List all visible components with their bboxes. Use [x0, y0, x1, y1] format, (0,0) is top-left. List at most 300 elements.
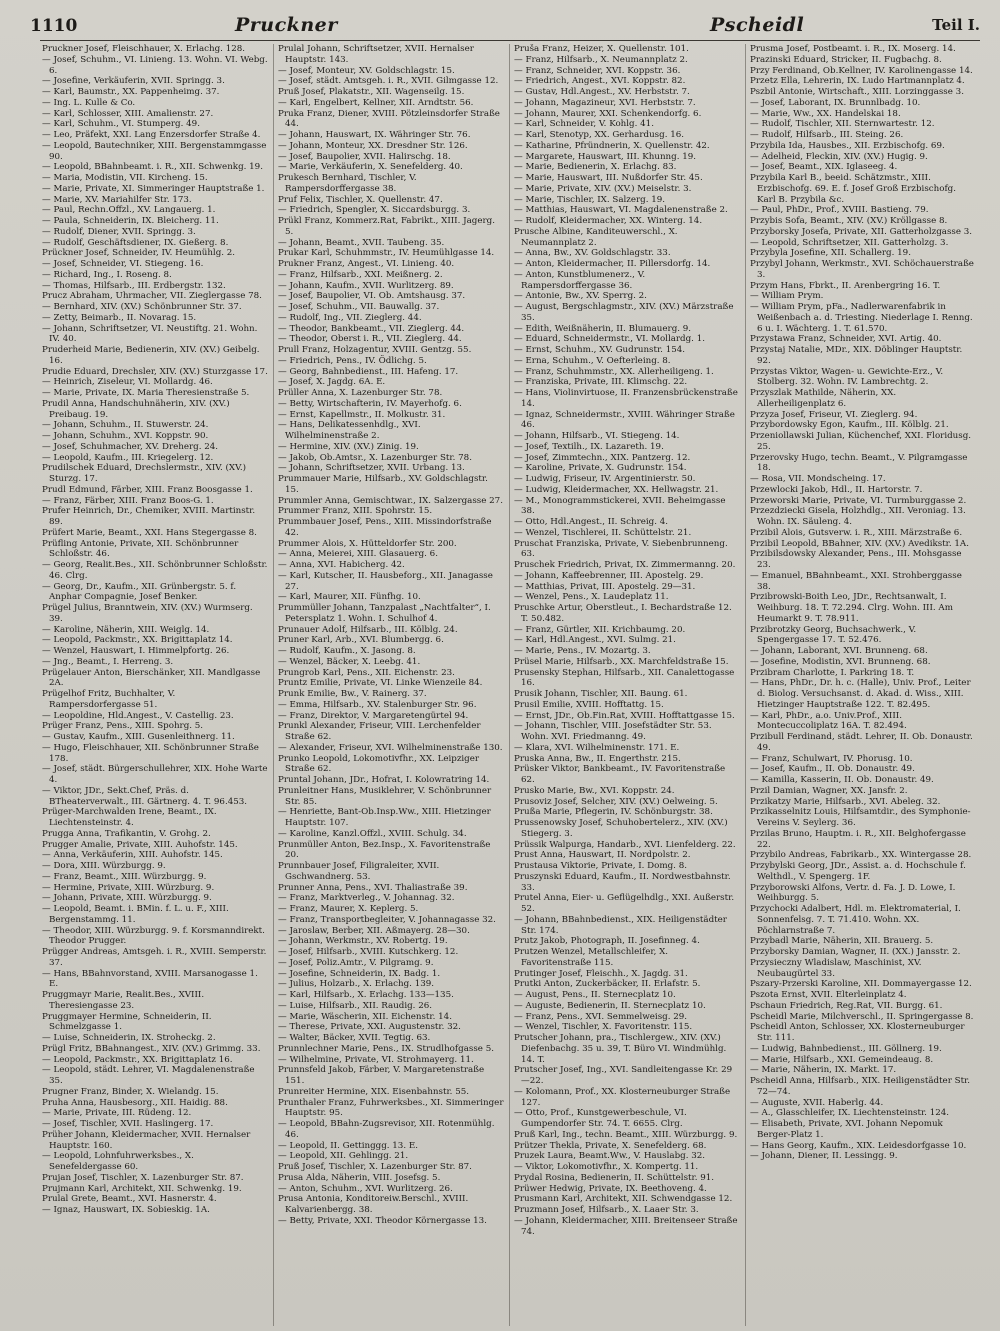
directory-entry: — Marie, Verkäuferin, X. Senefelderg. 40.: [278, 162, 463, 173]
directory-entry: Przibil Leopold, BBahner, XIV. (XV.) Avedikstr. 1A.: [750, 538, 969, 549]
directory-entry: — Rudolf, Kaufm., X. Jasong. 8.: [278, 646, 416, 656]
directory-entry: Prunmüller Anton, Bez.Insp., X. Favoritenstraße 20.: [278, 839, 491, 861]
directory-entry: — Auguste, Bedienerin, II. Sternecplatz 10.: [514, 1000, 706, 1011]
directory-entry: — Wenzel, Hauswart, I. Himmelpfortg. 26.: [42, 646, 230, 656]
directory-entry: Prufer Heinrich, Dr., Chemiker, XVIII. Martinstr. 89.: [42, 506, 256, 527]
directory-entry: — Johann, Kleidermacher, XIII. Breitenseer Straße 74.: [514, 1215, 738, 1237]
directory-entry: Prunkl Alexander, Friseur, VIII. Lerchenfelder Straße 62.: [278, 721, 481, 742]
directory-entry: Pruß Josef, Tischler, X. Lazenburger Str. 87.: [278, 1162, 472, 1172]
directory-entry: Prunner Anna, Pens., XVI. Thaliastraße 39.: [278, 882, 468, 893]
directory-entry: — Ernst, Kapellmstr., II. Molkustr. 31.: [278, 409, 446, 420]
directory-entry: Przerovsky Hugo, techn. Beamt., V. Pilgramgasse 18.: [750, 452, 968, 474]
column-2: [278, 44, 504, 1326]
directory-entry: — Leopold, Kaufm., III. Kriegelerg. 12.: [42, 452, 214, 463]
directory-entry: — Karl, Hdl.Angest., XVI. Sulmg. 21.: [514, 635, 676, 646]
directory-entry: Przil Damian, Wagner, XX. Jansfr. 2.: [750, 785, 908, 796]
directory-entry: — Franz, Transportbegleiter, V. Johannagasse 32.: [278, 914, 496, 925]
directory-entry: Prügger Andreas, Amtsgeh. i. R., XVIII. Semperstr. 37.: [42, 947, 267, 968]
directory-entry: — Antonie, Bw., XV. Sperrg. 2.: [514, 291, 647, 302]
directory-entry: Prusmann Karl, Architekt, XII. Schwendgasse 12.: [514, 1194, 733, 1205]
directory-entry: — Luise, Schneiderin, IX. Stroheckg. 2.: [42, 1033, 216, 1043]
directory-entry: Pruska Anna, Bw., II. Engerthstr. 215.: [514, 753, 681, 764]
directory-entry: Pruschat Franziska, Private, V. Siebenbrunneng. 63.: [514, 538, 728, 560]
directory-entry: — Anton, Kunstblumenerz., V. Rampersdorffergasse 36.: [514, 269, 646, 291]
column-divider: [745, 44, 746, 1326]
directory-entry: — Marie, Private, IX. Maria Theresienstraße 5.: [42, 388, 250, 398]
directory-entry: Przybis Sofa, Beamt., XIV. (XV.) Kröllgasse 8.: [750, 216, 948, 226]
directory-entry: — Dora, XIII. Würzburgg. 9.: [42, 861, 166, 871]
directory-entry: — Rudolf, Tischler, XII. Sternwartestr. 12.: [750, 119, 935, 130]
directory-entry: Pruzek Laura, Beamt.Ww., V. Hauslabg. 32.: [514, 1151, 706, 1162]
directory-entry: — Leopold, Packmstr., XX. Brigittaplatz 16.: [42, 1054, 233, 1065]
directory-entry: Prüger-Marchwalden Irene, Beamt., IX. Liechtensteinstr. 4.: [42, 807, 217, 828]
directory-entry: Prüwer Hedwig, Private, IX. Beethoveng. 4.: [514, 1183, 707, 1194]
directory-entry: Prulal Johann, Schriftsetzer, XVII. Hernalser Hauptstr. 143.: [278, 44, 474, 65]
directory-entry: Pruha Anna, Hausbesorg., XII. Haidig. 88.: [42, 1097, 228, 1108]
directory-entry: — Franz, Direktor, V. Margaretengürtel 94.: [278, 710, 469, 721]
directory-entry: — Luise, Hilfsarb., XII. Raudig. 26.: [278, 1000, 433, 1011]
directory-entry: Prüsker Viktor, Bankbeamt., IV. Favoritenstraße 62.: [514, 764, 726, 785]
directory-entry: Prummler Anna, Gemischtwar., IX. Salzergasse 27.: [278, 495, 503, 506]
directory-entry: — Marie, Näherin, IX. Markt. 17.: [750, 1065, 897, 1076]
directory-entry: — Leopold, II. Gettinggg. 13. E.: [278, 1140, 418, 1151]
directory-entry: — Karl, Kutscher, II. Hausbeforg., XII. Janagasse 27.: [278, 570, 493, 592]
directory-entry: — Anna, Bw., XV. Goldschlagstr. 33.: [514, 248, 671, 259]
directory-entry: Przikatzy Marie, Hilfsarb., XVI. Abeleg. 32.: [750, 796, 941, 807]
directory-entry: Prusensky Stephan, Hilfsarb., XII. Canalettogasse 16.: [514, 667, 735, 689]
directory-entry: — Ernst, JDr., Ob.Fin.Rat, XVIII. Hofftattgasse 15.: [514, 710, 735, 721]
directory-entry: — Johann, Laborant, XVI. Brunneng. 68.: [750, 646, 928, 656]
directory-entry: — Anna, Meierei, XIII. Glasauerg. 6.: [278, 549, 438, 560]
directory-entry: — Therese, Private, XXI. Augustenstr. 32.: [278, 1022, 461, 1033]
directory-entry: — Marie, Wäscherin, XII. Eichenstr. 14.: [278, 1011, 452, 1022]
directory-entry: Prusoviz Josef, Selcher, XIV. (XV.) Oelweing. 5.: [514, 796, 718, 807]
directory-entry: — Franz, Hilfsarb., X. Neumannplatz 2.: [514, 54, 688, 65]
directory-entry: Prucz Abraham, Uhrmacher, VII. Zieglergasse 78.: [42, 291, 262, 302]
directory-entry: — Friedrich, Spengler, X. Siccardsburgg. 3.: [278, 205, 471, 216]
directory-entry: — Viktor, Lokomotivfhr., X. Kompertg. 11.: [514, 1162, 699, 1172]
directory-entry: — Johann, Private, XIII. Würzburgg. 9.: [42, 893, 212, 904]
directory-entry: — Hans, Delikatessenhdlg., XVI. Wilhelminenstraße 2.: [278, 420, 421, 441]
directory-entry: — A., Glasschleifer, IX. Liechtensteinstr. 124.: [750, 1108, 950, 1119]
directory-entry: Prugner Franz, Binder, X. Wielandg. 15.: [42, 1086, 219, 1097]
directory-entry: — Hans Georg, Kaufm., XIX. Leidesdorfgasse 10.: [750, 1140, 967, 1151]
directory-entry: Przibull Ferdinand, städt. Lehrer, II. Ob. Donaustr. 49.: [750, 732, 973, 753]
directory-entry: — Gustav, Hdl.Angest., XV. Herbststr. 7.: [514, 87, 690, 97]
directory-entry: — Leopold, städt. Lehrer, VI. Magdalenenstraße 35.: [42, 1065, 255, 1086]
directory-entry: Przyborsky Josefa, Private, XII. Gatterholzgasse 3.: [750, 226, 973, 237]
directory-entry: — Franziska, Private, III. Klimschg. 22.: [514, 377, 688, 388]
directory-entry: — Ludwig, Friseur, IV. Argentinierstr. 50.: [514, 474, 696, 484]
directory-entry: — Josef, Baupolier, VI. Ob. Amtshausg. 37.: [278, 291, 466, 302]
directory-entry: Przybila Karl B., beeid. Schätzmstr., XIII. Erzbischofg. 69. E. f. Josef Groß Erzbischofg. Karl B. Przybila &c.: [750, 173, 957, 205]
directory-entry: Prutz Jakob, Photograph, II. Josefinneg. 4.: [514, 936, 700, 947]
directory-entry: Przeworski Marie, Private, VI. Turmburggasse 2.: [750, 495, 967, 506]
directory-entry: Przystas Viktor, Wagen- u. Gewichte-Erz., V. Stolberg. 32. Wohn. IV. Lambrechtg. 2.: [750, 366, 944, 388]
directory-entry: Prügel Julius, Branntwein, XIV. (XV.) Wurmserg. 39.: [42, 603, 253, 624]
directory-entry: — Marie, Private, XIV. (XV.) Meiselstr. 3.: [514, 183, 692, 194]
directory-entry: — Josef, städt. Amtsgeh. i. R., XVII. Gilmgasse 12.: [278, 76, 499, 87]
directory-entry: — Hermine, Private, XIII. Würzburg. 9.: [42, 882, 215, 893]
directory-entry: — Karoline, Näherin, XIII. Weiglg. 14.: [42, 624, 210, 635]
directory-entry: — Hans, Violinvirtuose, II. Franzensbrückenstraße 14.: [514, 388, 738, 409]
directory-entry: Pscheidl Marie, Milchverschl., II. Springergasse 8.: [750, 1011, 974, 1022]
directory-entry: Prydal Rosina, Bedienerin, II. Schüttelstr. 91.: [514, 1172, 715, 1183]
directory-entry: Prügelauer Anton, Bierschänker, XII. Mandlgasse 2A.: [42, 667, 261, 689]
directory-entry: — Marie, Tischler, IX. Salzerg. 19.: [514, 194, 666, 205]
directory-entry: Prugger Amalie, Private, XIII. Auhofstr. 145.: [42, 839, 238, 850]
directory-entry: Prüfling Antonie, Private, XII. Schönbrunner Schloßstr. 46.: [42, 538, 239, 560]
directory-entry: Przybyl Johann, Werkmstr., XVI. Schöchauerstraße 3.: [750, 259, 974, 280]
directory-entry: — Johann, Maurer, XXI. Schenkendorfg. 6.: [514, 108, 702, 119]
directory-entry: — Johann, Hauswart, IX. Währinger Str. 76.: [278, 130, 471, 140]
directory-entry: — Johann, BBahnbedienst., XIX. Heiligenstädter Str. 174.: [514, 914, 727, 936]
directory-entry: Prusko Marie, Bw., XVI. Koppstr. 24.: [514, 785, 675, 796]
directory-entry: Prunthaler Franz, Fuhrwerksbes., XI. Simmeringer Hauptstr. 95.: [278, 1097, 504, 1119]
directory-entry: — Marie, Pens., IV. Mozartg. 3.: [514, 646, 651, 656]
directory-entry: — Wenzel, Pens., X. Laudeplatz 11.: [514, 592, 669, 603]
directory-entry: Przyborowski Alfons, Vertr. d. Fa. J. D. Lowe, I. Weihburgg. 5.: [750, 882, 956, 904]
directory-entry: — Johann, Schriftsetzer, XVII. Urbang. 13.: [278, 463, 465, 474]
directory-entry: — Josef, Beamt., XIX. Iglaseeg. 4.: [750, 162, 898, 173]
directory-entry: Pruka Franz, Diener, XVIII. Pötzleinsdorfer Straße 44.: [278, 108, 500, 130]
directory-entry: Prusche Albine, Kanditeuwerschl., X. Neumannplatz 2.: [514, 226, 678, 248]
directory-entry: — Josef, Schuhmacher, XV. Dreherg. 24.: [42, 441, 219, 452]
directory-entry: Prussenowsky Josef, Schuhobertelerz., XIV. (XV.) Stiegerg. 3.: [514, 818, 728, 839]
directory-entry: — Marie, Hauswart, III. Nußdorfer Str. 45.: [514, 173, 703, 183]
directory-entry: Przibrowski-Boith Leo, JDr., Rechtsanwalt, I. Weihburg. 18. T. 72.294. Clrg. Wohn. III. Am Heumarkt 9. T. 78.911.: [750, 592, 953, 624]
directory-entry: — Josef, Hilfsarb., XVIII. Kutschkerg. 12.: [278, 947, 459, 957]
directory-entry: — Johann, Schuhm., XVI. Koppstr. 90.: [42, 431, 209, 441]
directory-entry: Prustausa Viktorie, Private, I. Domg. 8.: [514, 861, 687, 871]
directory-entry: Prunko Leopold, Lokomotivfhr., XX. Leipziger Straße 62.: [278, 753, 480, 775]
directory-entry: Prujmann Karl, Architekt, XII. Schwenkg. 19.: [42, 1183, 242, 1194]
directory-entry: — Emanuel, BBahnbeamt., XXI. Strohberggasse 38.: [750, 570, 962, 592]
directory-entry: — Josef, Monteur, XV. Goldschlagstr. 15.: [278, 65, 455, 76]
directory-columns: [42, 44, 982, 1326]
directory-entry: Prukesch Bernhard, Tischler, V. Rampersdorffergasse 38.: [278, 173, 417, 194]
directory-entry: — Friedrich, Pens., IV. Ödlichg. 5.: [278, 355, 427, 366]
directory-entry: Przibrotzky Georg, Buchsachwerk., V. Spengergasse 17. T. 52.476.: [750, 624, 917, 646]
directory-entry: Przibil Alois, Gutsverw. i. R., XIII. Märzstraße 6.: [750, 527, 963, 538]
directory-entry: — Franz, Hilfsarb., XXI. Meißnerg. 2.: [278, 269, 443, 280]
directory-entry: Prungrob Karl, Pens., XII. Eichenstr. 23.: [278, 667, 455, 678]
directory-entry: — Karl, Engelbert, Kellner, XII. Arndtstr. 56.: [278, 97, 474, 108]
directory-entry: Pruszynski Eduard, Kaufm., II. Nordwestbahnstr. 33.: [514, 871, 731, 893]
directory-entry: Prunleitner Hans, Musiklehrer, V. Schönbrunner Str. 85.: [278, 785, 492, 807]
directory-entry: — Zetty, Beimarb., II. Novarag. 15.: [42, 312, 197, 323]
directory-entry: — Jng., Beamt., I. Herreng. 3.: [42, 656, 174, 667]
directory-entry: Pscheidl Anton, Schlosser, XX. Klosterneuburger Str. 111.: [750, 1022, 965, 1043]
directory-entry: Pruntal Johann, JDr., Hofrat, I. Kolowratring 14.: [278, 775, 490, 785]
directory-entry: — Edith, Weißnäherin, II. Blumauerg. 9.: [514, 323, 692, 334]
directory-entry: — Franz, Färber, XIII. Franz Boos-G. 1.: [42, 495, 214, 506]
directory-entry: — Ludwig, Bahnbedienst., III. Göllnerg. 19.: [750, 1043, 942, 1054]
directory-entry: — William Prym.: [750, 291, 824, 302]
directory-entry: Prückner Josef, Schneider, IV. Heumühlg. 2.: [42, 248, 236, 259]
directory-entry: — Josef, Kaufm., II. Ob. Donaustr. 49.: [750, 764, 915, 775]
directory-entry: Prull Franz, Holzagentur, XVIII. Gentzg. 55.: [278, 345, 472, 355]
directory-entry: — Josef, Poliz.Amtr., V. Pilgramg. 9.: [278, 957, 434, 968]
directory-entry: — Franz, Maurer, X. Keplerg. 5.: [278, 904, 419, 914]
directory-entry: Pruschke Artur, Oberstleut., I. Bechardstraße 12. T. 50.482.: [514, 603, 732, 624]
directory-entry: Prutinger Josef, Fleischh., X. Jagdg. 31.: [514, 968, 688, 979]
directory-entry: — Viktor, JDr., Sekt.Chef, Präs. d. BTheaterverwalt., III. Gärtnerg. 4. T. 96.453.: [42, 785, 248, 807]
directory-entry: Pruckner Josef, Fleischhauer, X. Erlachg. 128.: [42, 44, 246, 54]
directory-entry: — Marie, XV. Mariahilfer Str. 173.: [42, 194, 192, 205]
directory-entry: — Leo, Präfekt, XXI. Lang Enzersdorfer Straße 4.: [42, 130, 261, 140]
directory-entry: — Josef, Baupolier, XVII. Halirschg. 18.: [278, 151, 451, 162]
directory-entry: — Josef, X. Jagdg. 6A. E.: [278, 377, 386, 388]
directory-entry: Prusa Alda, Näherin, VIII. Josefsg. 5.: [278, 1172, 441, 1183]
directory-entry: Przychocki Adalbert, Hdl. m. Elektromaterial, I. Sonnenfelsg. 7. T. 71.410. Wohn. XX. Pöchlarnstraße 7.: [750, 904, 961, 936]
directory-entry: — Georg, Realit.Bes., XII. Schönbrunner Schloßstr. 46. Clrg.: [42, 560, 268, 581]
directory-entry: Prudilschek Eduard, Drechslermstr., XIV. (XV.) Sturzg. 17.: [42, 463, 247, 484]
directory-entry: — Josef, Zimmtechn., XIX. Pantzerg. 12.: [514, 452, 691, 463]
directory-entry: — Henriette, Bant-Ob.Insp.Ww., XIII. Hietzinger Hauptstr. 107.: [278, 807, 491, 828]
directory-entry: — Franz, Gürtler, XII. Krichbaumg. 20.: [514, 624, 686, 635]
directory-entry: Prusa Antonia, Konditoreiw.Berschl., XVIII. Kalvarienbergg. 38.: [278, 1194, 469, 1215]
directory-entry: Prudl Edmund, Färber, XIII. Franz Boosgasse 1.: [42, 484, 253, 495]
directory-entry: — Jaroslaw, Berber, XII. Aßmayerg. 28—30.: [278, 925, 470, 936]
directory-entry: — Johann, Tischler, VIII. Josefstädter Str. 53. Wohn. XVI. Friedmanng. 49.: [514, 721, 712, 742]
directory-entry: — Marie, Bedienerin, X. Erlachg. 83.: [514, 162, 677, 173]
directory-entry: Prummbauer Josef, Pens., XIII. Missindorfstraße 42.: [278, 517, 492, 538]
directory-entry: — Thomas, Hilfsarb., III. Erdbergstr. 132.: [42, 280, 226, 291]
directory-entry: — Johann, Hilfsarb., VI. Stiegeng. 14.: [514, 431, 680, 441]
column-1: [42, 44, 268, 1326]
directory-entry: Prusil Emilie, XVIII. Hofftattg. 15.: [514, 699, 664, 710]
directory-entry: Pszbil Antonie, Wirtschaft., XIII. Lorzinggasse 3.: [750, 87, 964, 97]
directory-entry: Prüger Franz, Pens., XIII. Spohrg. 5.: [42, 721, 204, 732]
directory-entry: Prügelhof Fritz, Buchhalter, V. Rampersdorfergasse 51.: [42, 689, 176, 710]
directory-entry: — Eduard, Schneidermstr., VI. Mollardg. 1.: [514, 334, 705, 345]
directory-entry: — Auguste, XVII. Haberlg. 44.: [750, 1097, 884, 1108]
directory-entry: — Matthias, Hauswart, VI. Magdalenenstraße 2.: [514, 205, 728, 216]
directory-entry: — Wilhelmine, Private, VI. Strohmayerg. 11.: [278, 1054, 474, 1065]
directory-entry: Pscheidl Anna, Hilfsarb., XIX. Heiligenstädter Str. 72—74.: [750, 1076, 971, 1097]
directory-entry: — Johann, Beamt., XVII. Taubeng. 35.: [278, 237, 445, 248]
directory-entry: Przezdziecki Gisela, Holzhdlg., XII. Veroniag. 13. Wohn. IX. Säuleng. 4.: [750, 506, 966, 527]
directory-entry: Pruß Karl, Ing., techn. Beamt., XIII. Würzburgg. 9.: [514, 1129, 738, 1140]
directory-entry: Prunk Emilie, Bw., V. Rainerg. 37.: [278, 689, 427, 699]
directory-entry: — Karoline, Kanzl.Offzl., XVIII. Schulg. 34.: [278, 828, 467, 839]
directory-entry: — Betty, Wirtschafterin, IV. Mayerhofg. 6.: [278, 398, 462, 409]
directory-entry: — Alexander, Friseur, XVI. Wilhelminenstraße 130.: [278, 742, 503, 753]
directory-entry: — Leopoldine, Hld.Angest., V. Castellig. 23.: [42, 710, 234, 721]
directory-entry: — Georg, Bahnbedienst., III. Hafeng. 17.: [278, 366, 459, 377]
directory-entry: — Maria, Modistin, VII. Kircheng. 15.: [42, 173, 208, 183]
directory-entry: — Josefine, Schneiderin, IX. Badg. 1.: [278, 968, 441, 979]
directory-entry: Pruntz Emilie, Private, VI. Linke Wienzeile 84.: [278, 678, 483, 689]
directory-entry: Prukner Franz, Angest., VI. Linieng. 40.: [278, 259, 455, 269]
directory-entry: Prüller Anna, X. Lazenburger Str. 78.: [278, 388, 443, 398]
directory-entry: — Leopold, Schriftsetzer, XII. Gatterholzg. 3.: [750, 237, 949, 248]
directory-entry: Prutel Anna, Eier- u. Geflügelhdlg., XXI. Außerstr. 52.: [514, 893, 735, 914]
directory-entry: Prüher Johann, Kleidermacher, XVII. Hernalser Hauptstr. 160.: [42, 1129, 251, 1151]
directory-entry: — Johann, Schriftsetzer, VI. Neustiftg. 21. Wohn. IV. 40.: [42, 323, 258, 345]
directory-entry: — Johann, Kaffeebrenner, III. Apostelg. 29.: [514, 570, 704, 581]
directory-entry: Prusma Josef, Postbeamt. i. R., IX. Moserg. 14.: [750, 44, 956, 54]
directory-entry: — Leopold, Beamt. i. BMin. f. L. u. F., XIII. Bergenstammg. 11.: [42, 904, 229, 925]
directory-entry: — Bernhard, XIV. (XV.) Schönbrunner Str. 37.: [42, 302, 242, 312]
directory-entry: — Klara, XVI. Wilhelminenstr. 171. E.: [514, 742, 680, 753]
directory-entry: — Anna, Verkäuferin, XIII. Auhofstr. 145.: [42, 850, 223, 861]
directory-entry: Prust Anna, Hauswart, II. Nordpolstr. 2.: [514, 850, 691, 861]
directory-entry: Pschaun Friedrich, Reg.Rat, VII. Burgg. 61.: [750, 1000, 943, 1011]
directory-entry: — Heinrich, Ziseleur, VI. Mollardg. 46.: [42, 377, 213, 388]
directory-entry: — Leopold, Lohnfuhrwerksbes., X. Senefeldergasse 60.: [42, 1151, 194, 1172]
directory-entry: Przilas Bruno, Hauptm. i. R., XII. Belghofergasse 22.: [750, 828, 966, 850]
directory-entry: Przybylski Georg, JDr., Assist. a. d. Hochschule f. Welthdl., V. Spengerg. 1F.: [750, 861, 966, 882]
directory-entry: — Gustav, Kaufm., XIII. Gusenleithnerg. 11.: [42, 732, 235, 742]
directory-entry: Prunnbauer Josef, Filigraleiter, XVII. Gschwandnerg. 53.: [278, 861, 440, 882]
column-4: [750, 44, 976, 1326]
directory-entry: — Karl, Stenotyp, XX. Gerhardusg. 16.: [514, 130, 685, 140]
directory-entry: Prudie Eduard, Drechsler, XIV. (XV.) Sturzgasse 17.: [42, 366, 268, 377]
directory-entry: — Ignaz, Hauswart, IX. Sobieskig. 1A.: [42, 1205, 210, 1215]
directory-entry: — Jakob, Ob.Amtsr., X. Lazenburger Str. 78.: [278, 452, 472, 463]
directory-entry: — Otto, Prof., Kunstgewerbeschule, VI. Gumpendorfer Str. 74. T. 6655. Clrg.: [514, 1108, 687, 1129]
directory-entry: — Karl, Schneider, V. Kohlg. 41.: [514, 119, 654, 130]
directory-entry: — Franz, Marktverleg., V. Johannag. 32.: [278, 893, 455, 904]
directory-entry: — Josef, Schneider, VI. Stiegeng. 16.: [42, 259, 204, 269]
directory-entry: — Josefine, Modistin, XVI. Brunneng. 68.: [750, 656, 931, 667]
directory-entry: — Josef, Tischler, XVII. Haslingerg. 17.: [42, 1119, 214, 1129]
directory-entry: Prugga Anna, Trafikantin, V. Grohg. 2.: [42, 828, 211, 839]
directory-entry: — Marie, Hilfsarb., XXI. Gemeindeaug. 8.: [750, 1054, 934, 1065]
directory-entry: — Paula, Schneiderin, IX. Bleicherg. 11.: [42, 216, 219, 226]
directory-entry: Prudil Anna, Handschuhnäherin, XIV. (XV.) Preibaug. 19.: [42, 398, 230, 420]
directory-entry: — Marie, Private, III. Rüdeng. 12.: [42, 1108, 192, 1119]
directory-entry: — Leopold, XII. Gehlingg. 21.: [278, 1151, 409, 1162]
directory-entry: Pruß Josef, Plakatstr., XII. Wagenseilg. 15.: [278, 87, 465, 97]
directory-entry: Prummer Franz, XIII. Spohrstr. 15.: [278, 506, 433, 517]
directory-entry: — Johann, Monteur, XX. Dresdner Str. 126.: [278, 140, 468, 151]
directory-entry: — Karl, Baumstr., XX. Pappenheimg. 37.: [42, 87, 220, 97]
directory-entry: Pruggmayer Hermine, Schneiderin, II. Schmelzgasse 1.: [42, 1011, 212, 1033]
directory-entry: Prujan Josef, Tischler, X. Lazenburger Str. 87.: [42, 1172, 244, 1183]
directory-entry: — Erna, Schuhm., V. Oefterleing. 8.: [514, 355, 671, 366]
directory-entry: Pszota Ernst, XVII. Elterleinplatz 4.: [750, 990, 907, 1000]
directory-entry: — Leopold, BBahn-Zugsrevisor, XII. Rotenmühlg. 46.: [278, 1119, 495, 1140]
directory-entry: Prutscher Johann, pra., Tischlergew., XIV. (XV.) Diefenbachg. 35 u. 39, T. Büro VI. Windmühlg. 14. T.: [514, 1033, 727, 1065]
directory-entry: Prummer Alois, X. Hütteldorfer Str. 200.: [278, 538, 457, 549]
directory-entry: — Kamilla, Kasserin, II. Ob. Donaustr. 49.: [750, 775, 934, 785]
directory-entry: Przybilo Andreas, Fabrikarb., XX. Wintergasse 28.: [750, 850, 972, 861]
directory-entry: — Johann, Werkmstr., XV. Robertg. 19.: [278, 936, 448, 947]
directory-entry: Pszary-Przerski Karoline, XII. Dommayergasse 12.: [750, 979, 972, 990]
directory-entry: Przybadl Marie, Näherin, XII. Brauerg. 5.: [750, 936, 934, 947]
directory-entry: — Rudolf, Hilfsarb., III. Steing. 26.: [750, 130, 904, 140]
directory-entry: — Franz, Schulwart, IV. Phorusg. 10.: [750, 753, 913, 764]
directory-entry: Przibram Charlotte, I. Parkring 18. T.: [750, 667, 915, 678]
directory-entry: — Theodor, Oberst i. R., VII. Zieglerg. 44.: [278, 334, 462, 345]
directory-entry: — Ignaz, Schneidermstr., XVIII. Währinger Straße 46.: [514, 409, 735, 431]
directory-entry: Prüssik Walpurga, Handarb., XVI. Lienfelderg. 22.: [514, 839, 736, 850]
directory-entry: — Hugo, Fleischhauer, XII. Schönbrunner Straße 178.: [42, 742, 259, 764]
directory-entry: — Ing. L. Kulle & Co.: [42, 97, 136, 108]
directory-entry: Prazinski Eduard, Stricker, II. Fugbachg. 8.: [750, 54, 942, 65]
directory-entry: Pruner Karl, Arb., XVI. Blumbergg. 6.: [278, 635, 444, 646]
column-3: [514, 44, 740, 1326]
directory-entry: Przikasselnitz Louis, Hilfsamtdir., des Symphonie-Vereins V. Seylerg. 36.: [750, 807, 971, 828]
directory-entry: — Hans, PhDr., Dr. h. c. (Halle), Univ. Prof., Leiter d. Biolog. Versuchsanst. d. Akad. d. Wiss., XIII. Hietzinger Hauptstraße 122. T. 82.495.: [750, 678, 971, 710]
directory-entry: — Theodor, Bankbeamt., VII. Zieglerg. 44.: [278, 323, 465, 334]
directory-entry: — Karl, Schlosser, XIII. Amalienstr. 27.: [42, 108, 214, 119]
directory-entry: — Kolomann, Prof., XX. Klosterneuburger Straße 127.: [514, 1086, 731, 1108]
directory-entry: — Ernst, Schuhm., XV. Gudrunstr. 154.: [514, 345, 686, 355]
directory-entry: — M., Monogrammstickerei, XVII. Beheimgasse 38.: [514, 495, 726, 517]
directory-entry: Przyborsky Damian, Wagner, II. (XX.) Jansstr. 2.: [750, 947, 961, 957]
directory-entry: Przyza Josef, Friseur, VI. Zieglerg. 94.: [750, 409, 918, 420]
directory-entry: — Johann, Magazineur, XVI. Herbststr. 7.: [514, 97, 696, 108]
directory-entry: Prulal Grete, Beamt., XVI. Hasnerstr. 4.: [42, 1194, 217, 1205]
directory-entry: Prützer Thekla, Private, X. Senefelderg. 68.: [514, 1140, 707, 1151]
directory-entry: Prutki Anton, Zuckerbäcker, II. Erlafstr. 5.: [514, 979, 701, 990]
directory-entry: Prunnlechner Marie, Pens., IX. Strudlhofgasse 5.: [278, 1043, 494, 1054]
directory-entry: — Josef, Laborant, IX. Brunnlbadg. 10.: [750, 97, 921, 108]
directory-entry: — Friedrich, Angest., XVI. Koppstr. 82.: [514, 76, 686, 87]
directory-entry: — Anton, Kleidermacher, II. Pillersdorfg. 14.: [514, 259, 711, 269]
directory-entry: — Matthias, Privat, III. Apostelg. 29—31.: [514, 581, 696, 592]
directory-entry: Prutzen Wenzel, Metallschleifer, X. Favoritenstraße 115.: [514, 947, 669, 968]
directory-entry: — Josef, städt. Bürgerschullehrer, XIX. Hohe Warte 4.: [42, 764, 268, 785]
directory-entry: — Johann, Diener, II. Lessingg. 9.: [750, 1151, 898, 1162]
column-divider: [273, 44, 274, 1326]
directory-entry: — Richard, Ing., I. Roseng. 8.: [42, 269, 172, 280]
part-label: Teil I.: [932, 16, 980, 34]
directory-entry: Prusik Johann, Tischler, XII. Baung. 61.: [514, 689, 688, 699]
directory-entry: Przystaj Natalie, MDr., XIX. Döblinger Hauptstr. 92.: [750, 345, 963, 366]
right-running-head: Pscheidl: [710, 14, 805, 36]
directory-entry: — Georg, Dr., Kaufm., XII. Grünbergstr. 5. f. Anphar Compagnie, Josef Benker.: [42, 581, 237, 603]
directory-entry: Prummauer Marie, Hilfsarb., XV. Goldschlagstr. 15.: [278, 474, 488, 495]
directory-entry: Przewlocki Jakob, Hdl., II. Hartorstr. 7.: [750, 484, 923, 495]
directory-entry: Prunnsfeld Jakob, Färber, V. Margaretenstraße 151.: [278, 1065, 485, 1086]
directory-entry: — Johann, Schuhm., II. Stuwerstr. 24.: [42, 420, 209, 431]
page-number: 1110: [30, 16, 78, 36]
directory-entry: Przetz Ella, Lehrerin, IX. Ludo Hartmannplatz 4.: [750, 76, 965, 87]
directory-entry: Przybordowsky Egon, Kaufm., III. Kölblg. 21.: [750, 420, 949, 431]
directory-entry: Przym Hans, Fbrkt., II. Arenbergring 16. T.: [750, 280, 941, 291]
directory-entry: — Elisabeth, Private, XVI. Johann Nepomuk Berger-Platz 1.: [750, 1119, 943, 1140]
directory-entry: Prußa Marie, Pflegerin, IV. Schönburgstr. 38.: [514, 807, 713, 818]
directory-entry: — Rudolf, Geschäftsdiener, IX. Gießerg. 8.: [42, 237, 229, 248]
directory-entry: — Karl, Maurer, XII. Fünfhg. 10.: [278, 592, 421, 603]
directory-entry: — Paul, PhDr., Prof., XVIII. Bastieng. 79.: [750, 205, 929, 216]
directory-entry: Prüfert Marie, Beamt., XXI. Hans Stegergasse 8.: [42, 527, 257, 538]
directory-entry: Prukar Karl, Schuhmmstr., IV. Heumühlgasse 14.: [278, 248, 495, 259]
directory-entry: — Leopold, Packmstr., XX. Brigittaplatz 14.: [42, 635, 233, 646]
left-running-head: Pruckner: [235, 14, 338, 36]
directory-entry: — Hermine, XIV. (XV.) Zinig. 19.: [278, 441, 419, 452]
directory-entry: — Rosa, VII. Mondscheing. 17.: [750, 474, 886, 484]
directory-entry: Przy Ferdinand, Ob.Kellner, IV. Karolinengasse 14.: [750, 65, 973, 76]
directory-entry: Prutscher Josef, Ing., XVI. Sandleitengasse Kr. 29—22.: [514, 1065, 733, 1086]
directory-entry: — Franz, Schneider, XVI. Koppstr. 36.: [514, 65, 681, 76]
directory-entry: Przysieczny Wladislaw, Maschinist, XV. Neubaugürtel 33.: [750, 957, 922, 979]
directory-entry: Pruggmayr Marie, Realit.Bes., XVIII. Theresiengasse 23.: [42, 990, 205, 1011]
directory-entry: — Ludwig, Kleidermacher, XX. Hellwagstr. 21.: [514, 484, 719, 495]
directory-entry: Prüsel Marie, Hilfsarb., XX. Marchfeldstraße 15.: [514, 656, 729, 667]
directory-entry: Przystawa Franz, Schneider, XVI. Artig. 40.: [750, 334, 942, 345]
directory-entry: — Wenzel, Tischler, X. Favoritenstr. 115.: [514, 1022, 693, 1033]
directory-entry: — Karoline, Private, X. Gudrunstr. 154.: [514, 463, 687, 474]
directory-entry: — Josef, Schuhm., VII. Bauwallg. 37.: [278, 302, 440, 312]
directory-entry: — Anna, XVI. Habicherg. 42.: [278, 560, 405, 570]
directory-entry: Pruderheid Marie, Bedienerin, XIV. (XV.) Geibelg. 16.: [42, 345, 260, 366]
